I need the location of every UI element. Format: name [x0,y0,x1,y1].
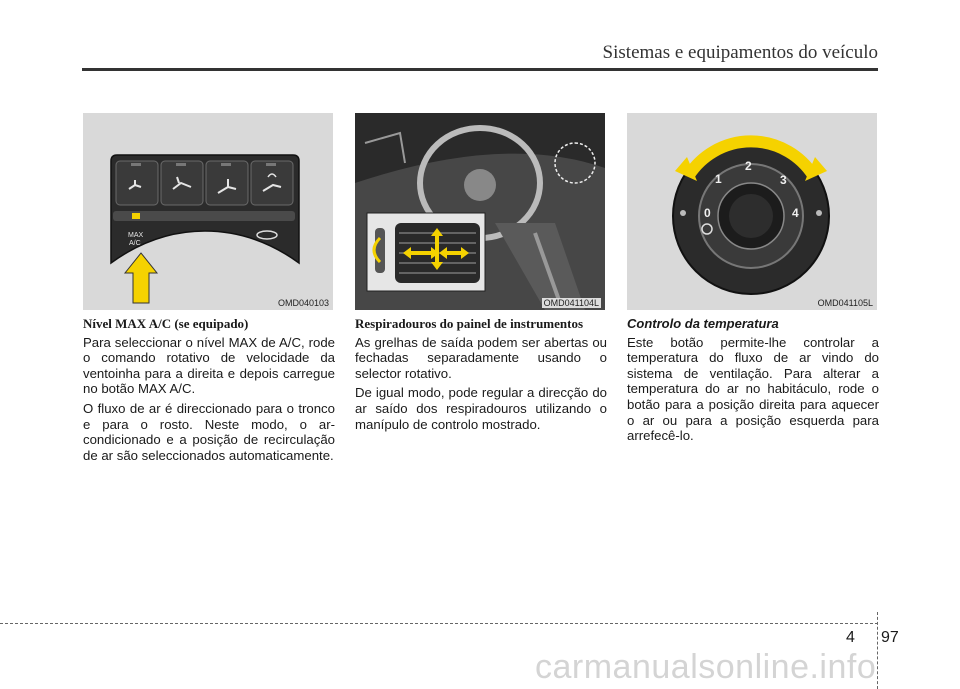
header-rule [82,68,878,71]
max-ac-panel-illustration [83,113,333,310]
paragraph: As grelhas de saída podem ser abertas ou fechadas separadamente usando o selector rotativo. [355,334,607,381]
header-title: Sistemas e equipamentos do veículo [602,42,878,63]
paragraph: Este botão permite-lhe controlar a temperatura do fluxo de ar vindo do sistema de ventilação. Para alterar a temperatura do ar no habitáculo, rode o botão para a posição direita para aquecer o ar ou para a posição esquerda para arrefecê-lo. [627,334,879,444]
section-heading: Nível MAX A/C (se equipado) [83,316,249,331]
footer-divider [877,612,879,689]
figure-caption: OMD041104L [543,298,599,308]
dashboard-vents-illustration [355,113,605,310]
column-max-ac [83,316,335,467]
section-number: 4 [846,629,855,646]
column-temperature-control [627,316,879,448]
dial-number-0: 0 [704,206,711,220]
section-heading: Controlo da temperatura [627,316,779,331]
svg-text:A/C: A/C [129,240,141,247]
figure-caption: OMD041105L [817,298,873,308]
paragraph: O fluxo de ar é direccionado para o tronco e para o rosto. Neste modo, o ar-condicionado e a posição de recirculação de ar são seleccionados automaticamente. [83,400,335,463]
figure-max-ac [83,113,333,310]
section-heading: Respiradouros do painel de instrumentos [355,316,584,331]
footer-rule [0,623,878,624]
dial-number-2: 2 [745,159,752,173]
figure-dashboard-vents [355,113,605,310]
dial-number-3: 3 [780,173,787,187]
figure-caption: OMD040103 [277,298,329,308]
paragraph: Para seleccionar o nível MAX de A/C, rode o comando rotativo de velocidade da ventoinha para a direita e depois carregue no botão MAX A/C. [83,334,335,397]
temperature-knob-illustration [627,113,877,310]
max-ac-button-label: MAX [128,232,144,239]
watermark: carmanualsonline.info [535,648,877,686]
dial-number-4: 4 [792,206,799,220]
figure-temperature-knob [627,113,877,310]
dial-number-1: 1 [715,172,722,186]
paragraph: De igual modo, pode regular a direcção do ar saído dos respiradouros utilizando o manípulo de controlo mostrado. [355,385,607,432]
page-number: 97 [881,629,899,646]
column-dashboard-vents [355,316,607,436]
